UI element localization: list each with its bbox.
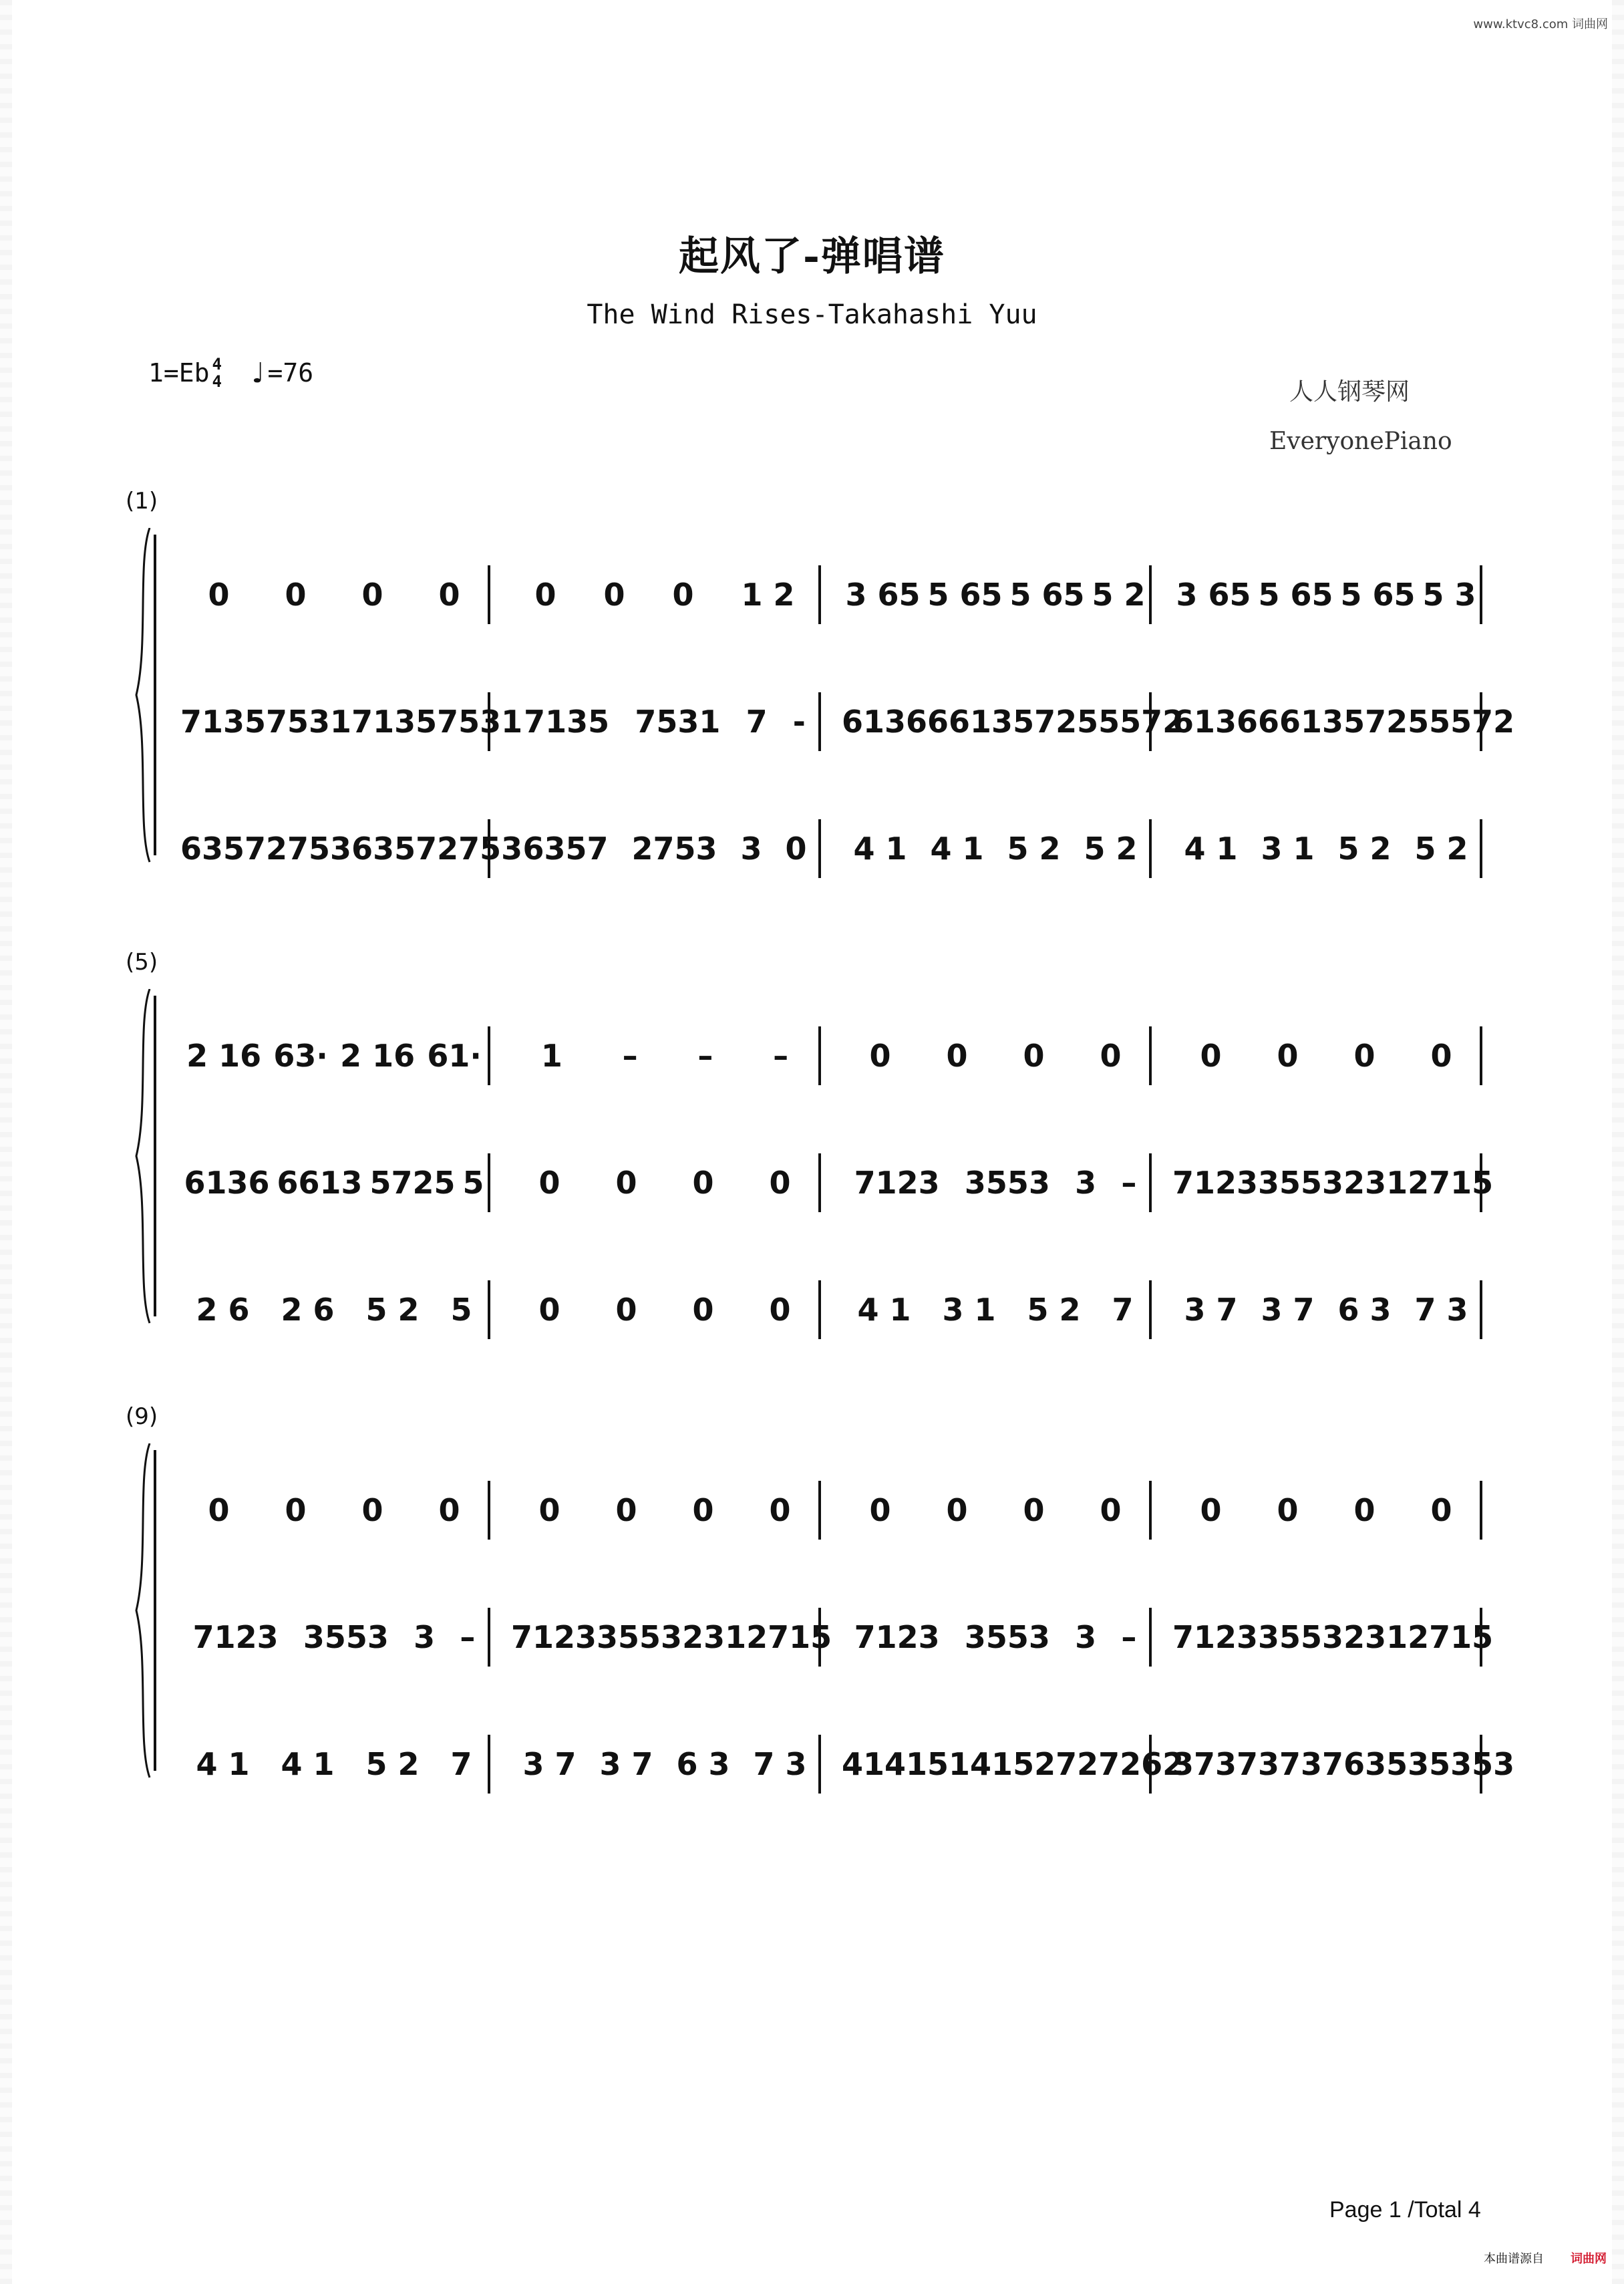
bass-measure [511, 822, 818, 875]
beat-notes: 5 65 [1258, 577, 1333, 613]
beat-notes: 3 7 [1184, 1292, 1238, 1328]
melody-measure [1172, 1483, 1480, 1537]
beat-notes: 7123 [1172, 1619, 1259, 1655]
beat-notes: 0 [208, 1492, 230, 1528]
beat-notes: 3553 [1258, 1165, 1344, 1201]
beat-notes: 3 [414, 1619, 436, 1655]
measure-number: (5) [126, 949, 158, 976]
beat-notes: 0 [1023, 1038, 1045, 1074]
beat-notes: 6 3 [1337, 1292, 1392, 1328]
beat-notes: 5353 [1429, 1746, 1515, 1782]
beat-notes: 3 65 [1176, 577, 1251, 613]
chords-measure [1172, 1610, 1494, 1664]
beat-notes: 6613 [277, 1165, 363, 1201]
beat-notes: 5272 [1013, 1746, 1099, 1782]
beat-notes: 0 [769, 1492, 791, 1528]
beat-notes: 1 2 [741, 577, 795, 613]
beat-notes: 3 [1075, 1165, 1097, 1201]
bottom-watermark-right: 词曲网 [1571, 2252, 1607, 2266]
beat-notes: 5 2 [1337, 831, 1392, 867]
beat-notes: 5141 [927, 1746, 1013, 1782]
chords-measure [180, 1156, 488, 1209]
beat-notes: 6357 [522, 831, 609, 867]
beat-notes: 5725 [1343, 704, 1430, 740]
beat-notes: 0 [615, 1292, 637, 1328]
key-and-tempo [148, 355, 313, 390]
beat-notes: – [460, 1619, 476, 1655]
beat-notes: 3553 [964, 1619, 1050, 1655]
beat-notes: 2753 [266, 831, 352, 867]
beat-notes: 5725 [1013, 704, 1099, 740]
beat-notes: 0 [946, 1038, 968, 1074]
bass-measure [1172, 1737, 1515, 1791]
beat-notes: 0 [361, 577, 383, 613]
beat-notes: 3 7 [599, 1746, 653, 1782]
beat-notes: – [1121, 1165, 1137, 1201]
beat-notes: 7262 [1098, 1746, 1184, 1782]
beat-notes: - [792, 704, 806, 740]
beat-notes: 715 [768, 1619, 832, 1655]
beat-notes: 4 1 [853, 831, 907, 867]
bottom-watermark-left: 本曲谱源自 [1484, 2252, 1544, 2266]
beat-notes: 0 [361, 1492, 383, 1528]
beat-notes: 7 [746, 704, 768, 740]
beat-notes: 3737 [1258, 1746, 1344, 1782]
chords-row [134, 1610, 1494, 1664]
beat-notes: 4 1 [281, 1746, 335, 1782]
beat-notes: 5 2 [1084, 831, 1138, 867]
tempo-marking [249, 356, 313, 390]
beat-notes: 5 2 [1414, 831, 1468, 867]
beat-notes: 7 [1112, 1292, 1134, 1328]
melody-measure [511, 1029, 818, 1083]
melody-measure [511, 568, 818, 621]
beat-notes: 0 [1277, 1492, 1299, 1528]
beat-notes: 6136 [184, 1165, 270, 1201]
beat-notes: 0 [1100, 1492, 1122, 1528]
beat-notes: 5 2 [1092, 577, 1146, 613]
beat-notes: 0 [1200, 1492, 1222, 1528]
beat-notes: 6357 [351, 831, 438, 867]
beat-notes: 3 1 [1261, 831, 1315, 867]
beat-notes: 3 65 [845, 577, 921, 613]
chords-measure [180, 1610, 488, 1664]
time-signature [212, 355, 222, 390]
bass-measure [842, 1737, 1184, 1791]
beat-notes: 0 [869, 1038, 891, 1074]
chords-measure [511, 1610, 832, 1664]
beat-notes: 2 16 [186, 1038, 262, 1074]
beat-notes: – [622, 1038, 638, 1074]
beat-notes: 5572 [1098, 704, 1184, 740]
melody-measure [842, 568, 1149, 621]
measure-number: (9) [126, 1403, 158, 1430]
publisher-cn: 人人钢琴网 [1289, 378, 1410, 406]
beat-notes: 0 [869, 1492, 891, 1528]
beat-notes: 5 2 [1027, 1292, 1081, 1328]
bass-measure [842, 1283, 1149, 1336]
beat-notes: 0 [285, 1492, 307, 1528]
beat-notes: 2312 [1343, 1165, 1430, 1201]
beat-notes: 7531 [437, 704, 523, 740]
beat-notes: 7531 [266, 704, 352, 740]
melody-measure [511, 1483, 818, 1537]
beat-notes: 5725 [369, 1165, 456, 1201]
page-title: 起风了-弹唱谱 [679, 233, 945, 280]
chords-measure [1172, 1156, 1494, 1209]
beat-notes: 3553 [597, 1619, 683, 1655]
beat-notes: 0 [1023, 1492, 1045, 1528]
beat-notes: 3553 [964, 1165, 1050, 1201]
barline [1480, 1280, 1482, 1339]
beat-notes: 7135 [351, 704, 438, 740]
bass-measure [1172, 1283, 1480, 1336]
beat-notes: 0 [769, 1165, 791, 1201]
beat-notes: 5572 [1429, 704, 1515, 740]
beat-notes: 0 [285, 577, 307, 613]
melody-measure [842, 1483, 1149, 1537]
beat-notes: 3 [740, 831, 762, 867]
beat-notes: 6613 [1258, 704, 1344, 740]
bass-measure [180, 1737, 488, 1791]
publisher-en: EveryonePiano [1269, 428, 1452, 455]
chords-measure [511, 695, 818, 748]
beat-notes: 2753 [437, 831, 523, 867]
beat-notes: 3 7 [522, 1746, 577, 1782]
beat-notes: 6 3 [676, 1746, 730, 1782]
beat-notes: 7123 [192, 1619, 279, 1655]
chords-row [134, 695, 1515, 748]
bass-measure [511, 1283, 818, 1336]
beat-notes: 715 [1429, 1619, 1494, 1655]
bass-row [134, 1737, 1515, 1791]
beat-notes: 3737 [1172, 1746, 1259, 1782]
beat-notes: 0 [1277, 1038, 1299, 1074]
chords-measure [180, 695, 523, 748]
beat-notes: 3553 [303, 1619, 389, 1655]
barline [1480, 1026, 1482, 1085]
melody-measure [1172, 568, 1480, 621]
beat-notes: 7123 [854, 1165, 940, 1201]
beat-notes: 6613 [927, 704, 1013, 740]
beat-notes: 3 1 [942, 1292, 996, 1328]
beat-notes: 6357 [180, 831, 267, 867]
beat-notes: 0 [538, 1492, 560, 1528]
beat-notes: 7135 [180, 704, 267, 740]
beat-notes: 2 16 [340, 1038, 416, 1074]
beat-notes: 0 [672, 577, 694, 613]
beat-notes: 5 65 [927, 577, 1003, 613]
key-signature: 1=Eb [148, 358, 210, 388]
beat-notes: 4 1 [1184, 831, 1238, 867]
beat-notes: 0 [538, 1292, 560, 1328]
beat-notes: 715 [1429, 1165, 1494, 1201]
chords-measure [842, 1610, 1149, 1664]
bass-measure [180, 1283, 488, 1336]
beat-notes: 7 3 [1414, 1292, 1468, 1328]
beat-notes: 2312 [682, 1619, 768, 1655]
beat-notes: 3 [1075, 1619, 1097, 1655]
beat-notes: 2 6 [196, 1292, 250, 1328]
beat-notes: 0 [1353, 1492, 1375, 1528]
beat-notes: 7 3 [753, 1746, 807, 1782]
beat-notes: 0 [692, 1165, 714, 1201]
beat-notes: 4 1 [857, 1292, 911, 1328]
melody-measure [180, 1029, 488, 1083]
beat-notes: 0 [1100, 1038, 1122, 1074]
bass-measure [842, 822, 1149, 875]
melody-measure [180, 568, 488, 621]
beat-notes: 0 [615, 1165, 637, 1201]
beat-notes: 7 [450, 1746, 472, 1782]
time-signature-bottom: 4 [212, 372, 222, 391]
beat-notes: 0 [946, 1492, 968, 1528]
chords-measure [511, 1156, 818, 1209]
beat-notes: 0 [615, 1492, 637, 1528]
top-watermark: www.ktvc8.com 词曲网 [1473, 17, 1608, 31]
barline [1480, 819, 1482, 878]
melody-row [134, 568, 1476, 621]
beat-notes: 0 [534, 577, 556, 613]
melody-measure [1172, 1029, 1480, 1083]
beat-notes: 0 [538, 1165, 560, 1201]
bass-measure [180, 822, 523, 875]
melody-row [134, 1029, 1470, 1083]
beat-notes: 2 6 [281, 1292, 335, 1328]
time-signature-top: 4 [212, 355, 222, 374]
beat-notes: 7123 [511, 1619, 597, 1655]
tempo-value: =76 [267, 358, 314, 388]
beat-notes: 6136 [842, 704, 928, 740]
beat-notes: 0 [438, 1492, 460, 1528]
score-system [134, 1423, 1515, 1798]
chords-measure [842, 695, 1184, 748]
left-edge-strip [0, 0, 12, 2284]
bottom-watermark [1484, 2249, 1607, 2267]
beat-notes: 0 [1353, 1038, 1375, 1074]
beat-notes: 0 [438, 577, 460, 613]
beat-notes: 3 7 [1261, 1292, 1315, 1328]
page-subtitle: The Wind Rises-Takahashi Yuu [587, 299, 1037, 330]
barline [1480, 565, 1482, 624]
beat-notes: – [697, 1038, 713, 1074]
beat-notes: 2312 [1343, 1619, 1430, 1655]
chords-measure [842, 1156, 1149, 1209]
beat-notes: – [773, 1038, 789, 1074]
bass-row [134, 822, 1470, 875]
beat-notes: 4 1 [930, 831, 984, 867]
melody-row [134, 1483, 1470, 1537]
beat-notes: 4 1 [196, 1746, 250, 1782]
right-edge-strip [1612, 0, 1624, 2284]
beat-notes: 7123 [854, 1619, 940, 1655]
beat-notes: 5 [450, 1292, 472, 1328]
score-system [134, 508, 1515, 882]
beat-notes: 7135 [524, 704, 610, 740]
bass-measure [1172, 822, 1480, 875]
beat-notes: 61· [427, 1038, 482, 1074]
beat-notes: 6353 [1343, 1746, 1430, 1782]
beat-notes: 0 [1430, 1492, 1452, 1528]
beat-notes: 5 65 [1340, 577, 1416, 613]
beat-notes: 5 65 [1009, 577, 1085, 613]
beat-notes: 2753 [631, 831, 717, 867]
beat-notes: 7123 [1172, 1165, 1259, 1201]
beat-notes: 5 [462, 1165, 484, 1201]
beat-notes: – [1121, 1619, 1137, 1655]
page-number: Page 1 /Total 4 [1329, 2197, 1481, 2223]
beat-notes: 0 [785, 831, 807, 867]
beat-notes: 0 [208, 577, 230, 613]
beat-notes: 4141 [842, 1746, 928, 1782]
beat-notes: 0 [692, 1292, 714, 1328]
chords-measure [1172, 695, 1515, 748]
beat-notes: 0 [603, 577, 625, 613]
beat-notes: 3553 [1258, 1619, 1344, 1655]
beat-notes: 5 2 [365, 1746, 420, 1782]
beat-notes: 1 [540, 1038, 562, 1074]
beat-notes: 5 2 [1007, 831, 1061, 867]
beat-notes: 5 3 [1422, 577, 1476, 613]
measure-number: (1) [126, 488, 158, 515]
beat-notes: 0 [1430, 1038, 1452, 1074]
quarter-note-icon: ♩ [248, 355, 267, 390]
melody-measure [842, 1029, 1149, 1083]
barline [1480, 1481, 1482, 1540]
beat-notes: 5 2 [365, 1292, 420, 1328]
melody-measure [180, 1483, 488, 1537]
beat-notes: 63· [273, 1038, 328, 1074]
bass-row [134, 1283, 1470, 1336]
beat-notes: 7531 [635, 704, 721, 740]
bass-measure [511, 1737, 818, 1791]
beat-notes: 0 [1200, 1038, 1222, 1074]
score-system [134, 969, 1496, 1343]
beat-notes: 6136 [1172, 704, 1259, 740]
beat-notes: 0 [692, 1492, 714, 1528]
beat-notes: 0 [769, 1292, 791, 1328]
chords-row [134, 1156, 1494, 1209]
